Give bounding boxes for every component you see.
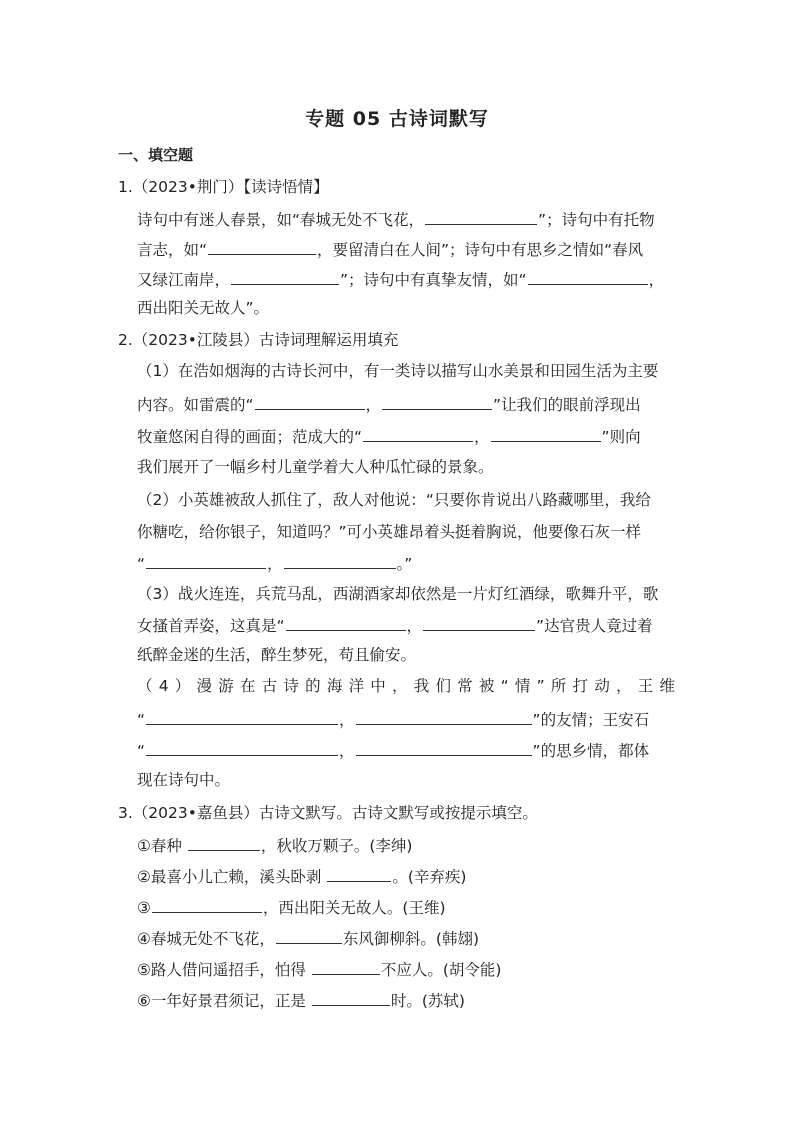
question-1-line-4: 西出阳关无故人”。 — [137, 299, 270, 317]
text: 言志，如“ — [137, 241, 208, 259]
text: ”达官贵人竟过着 — [536, 617, 653, 635]
text: ②最喜小儿亡赖，溪头卧剥 — [137, 868, 327, 886]
question-1-line-2 — [137, 238, 643, 260]
text: “ — [137, 711, 146, 729]
text: ， — [339, 711, 355, 729]
text: ⑤路人借问遥招手，怕得 — [137, 961, 311, 979]
text: ”；诗句中有托物 — [538, 211, 655, 229]
answer-blank[interactable] — [312, 958, 380, 975]
answer-blank[interactable] — [276, 927, 342, 944]
question-2-p1-line-4: 我们展开了一幅乡村儿童学着大人种瓜忙碌的景象。 — [137, 458, 494, 476]
text: “ — [137, 742, 146, 760]
text: ，西出阳关无故人。(王维) — [262, 899, 446, 917]
question-3-item-5 — [137, 958, 501, 980]
text: ”让我们的眼前浮现出 — [493, 396, 641, 414]
text: 又绿江南岸， — [137, 271, 231, 289]
question-2-p1-line-2 — [137, 393, 641, 415]
question-2-p1-line-1: （1）在浩如烟海的古诗长河中，有一类诗以描写山水美景和田园生活为主要 — [137, 362, 659, 380]
text: ”的思乡情，都体 — [532, 742, 650, 760]
question-1-label: 1.（2023•荆门）【读诗悟情】 — [118, 178, 329, 196]
question-2-p2-line-1: （2）小英雄被敌人抓住了，敌人对他说：“只要你肯说出八路藏哪里，我给 — [137, 491, 651, 509]
text: （4）漫游在古诗的海洋中，我们常被“情”所打动，王维 — [137, 677, 675, 695]
answer-blank[interactable] — [284, 552, 396, 569]
question-2-p2-line-3 — [137, 552, 412, 574]
answer-blank[interactable] — [327, 865, 391, 882]
question-3-item-4 — [137, 927, 479, 949]
answer-blank[interactable] — [491, 425, 601, 442]
text: ，要留清白在人间”；诗句中有思乡之情如“春风 — [317, 241, 644, 259]
answer-blank[interactable] — [363, 425, 473, 442]
answer-blank[interactable] — [356, 708, 532, 725]
text: ，秋收万颗子。(李绅) — [260, 837, 413, 855]
question-3-item-3 — [137, 896, 446, 918]
question-2-p4-line-1 — [137, 676, 675, 696]
answer-blank[interactable] — [146, 552, 266, 569]
question-3-label: 3.（2023•嘉鱼县）古诗文默写。古诗文默写或按提示填空。 — [118, 804, 538, 822]
question-2-p3-line-1: （3）战火连连，兵荒马乱，西湖酒家却依然是一片灯红酒绿，歌舞升平，歌 — [137, 585, 659, 603]
question-1-line-1 — [137, 208, 655, 230]
text: ， — [365, 396, 382, 414]
question-2-p4-line-2 — [137, 708, 649, 730]
answer-blank[interactable] — [146, 708, 338, 725]
answer-blank[interactable] — [382, 393, 492, 410]
text: ， — [406, 617, 423, 635]
question-2-p4-line-4: 现在诗句中。 — [137, 771, 231, 789]
answer-blank[interactable] — [425, 208, 537, 225]
text: ， — [339, 742, 355, 760]
text: 东风御柳斜。(韩翃) — [342, 930, 480, 948]
answer-blank[interactable] — [208, 238, 316, 255]
text: ， — [267, 555, 283, 573]
answer-blank[interactable] — [255, 393, 365, 410]
page-title: 专题 05 古诗词默写 — [305, 108, 489, 130]
answer-blank[interactable] — [146, 739, 338, 756]
text: ①春种 — [137, 837, 187, 855]
question-1-line-3 — [137, 268, 664, 290]
text: ， — [648, 271, 665, 289]
section-heading: 一、填空题 — [118, 146, 194, 164]
text: ”的友情；王安石 — [532, 711, 650, 729]
question-2-p3-line-3: 纸醉金迷的生活，醉生梦死，苟且偷安。 — [137, 646, 417, 664]
question-2-p4-line-3 — [137, 739, 649, 761]
answer-blank[interactable] — [528, 268, 648, 285]
answer-blank[interactable] — [356, 739, 532, 756]
text: ④春城无处不飞花， — [137, 930, 275, 948]
text: 。(辛弃疾) — [392, 868, 467, 886]
text: 牧童悠闲自得的画面；范成大的“ — [137, 428, 363, 446]
answer-blank[interactable] — [312, 989, 390, 1006]
question-2-p2-line-2: 你糖吃，给你银子，知道吗？”可小英雄昂着头挺着胸说，他要像石灰一样 — [137, 523, 642, 541]
text: 诗句中有迷人春景，如“春城无处不飞花， — [137, 211, 425, 229]
text: 内容。如雷震的“ — [137, 396, 254, 414]
question-3-item-2 — [137, 865, 466, 887]
text: 。” — [396, 555, 413, 573]
question-3-item-6 — [137, 989, 465, 1011]
question-2-label: 2.（2023•江陵县）古诗词理解运用填充 — [118, 331, 399, 349]
answer-blank[interactable] — [423, 614, 535, 631]
text: “ — [137, 555, 146, 573]
text: 女搔首弄姿，这真是“ — [137, 617, 285, 635]
text: ”则向 — [601, 428, 641, 446]
answer-blank[interactable] — [231, 268, 339, 285]
text: ， — [474, 428, 490, 446]
text: ⑥一年好景君须记，正是 — [137, 992, 311, 1010]
question-2-p3-line-2 — [137, 614, 653, 636]
question-3-item-1 — [137, 834, 412, 856]
answer-blank[interactable] — [152, 896, 262, 913]
text: 不应人。(胡令能) — [380, 961, 502, 979]
text: ”；诗句中有真挚友情，如“ — [340, 271, 527, 289]
answer-blank[interactable] — [286, 614, 406, 631]
text: 时。(苏轼) — [390, 992, 465, 1010]
question-2-p1-line-3 — [137, 425, 641, 447]
text: ③ — [137, 899, 151, 917]
answer-blank[interactable] — [188, 834, 260, 851]
